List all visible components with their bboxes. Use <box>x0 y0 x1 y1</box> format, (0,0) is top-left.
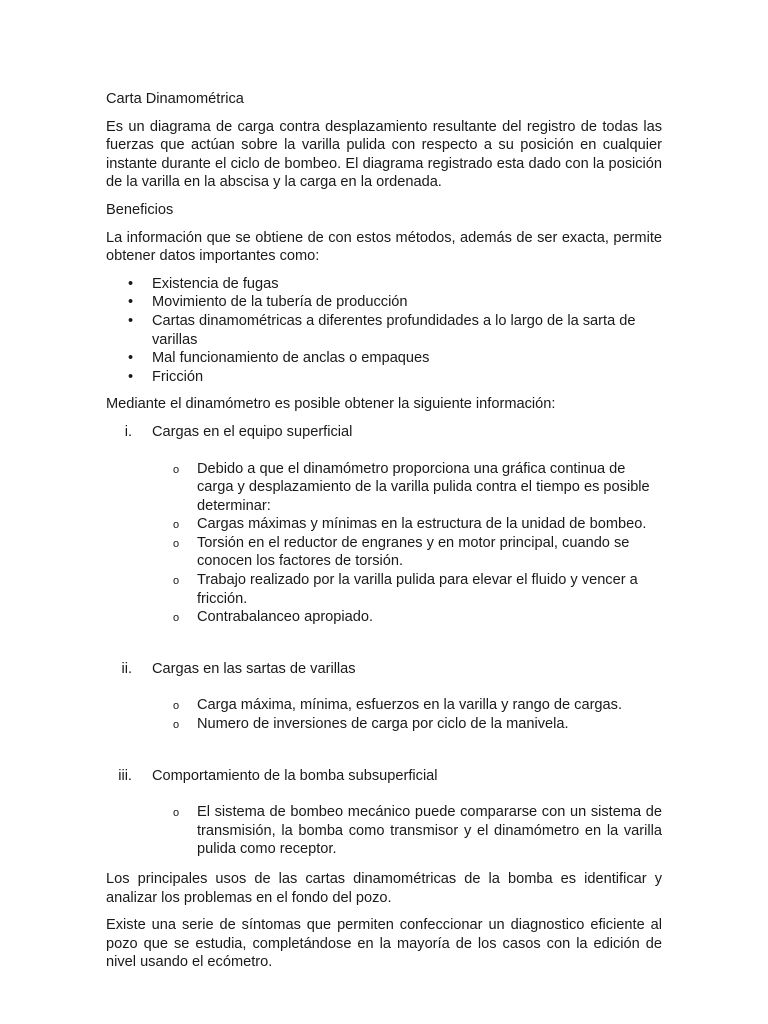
intro-paragraph: Es un diagrama de carga contra desplazamiento resultante del registro de todas las fuerzas que actúan sobre la varilla pulida con respecto a su posición en cualquier instante durante el ciclo de bombeo. El diagrama registrado esta dado con la posición de la varilla en la abscisa y la carga en la ordenada. <box>106 118 662 191</box>
circle-bullet-icon: o <box>173 807 180 820</box>
section-i-list <box>106 460 662 627</box>
section-number: iii. <box>118 767 132 784</box>
section-heading-ii <box>106 660 662 679</box>
list-item: o Debido a que el dinamómetro proporciona una gráfica continua de carga y desplazamiento de la varilla pulida contra el tiempo es posible determinar: <box>173 460 650 514</box>
bullet-icon: • <box>128 275 134 292</box>
list-item: • Existencia de fugas <box>128 275 279 292</box>
section-ii-list <box>106 696 662 733</box>
circle-bullet-icon: o <box>173 575 180 588</box>
list-item: • Movimiento de la tubería de producción <box>128 294 408 311</box>
benefits-intro-paragraph: La información que se obtiene de con estos métodos, además de ser exacta, permite obtener datos importantes como: <box>106 229 662 265</box>
circle-bullet-icon: o <box>173 612 180 625</box>
section-title: Cargas en las sartas de varillas <box>152 660 356 677</box>
list-item: • Cartas dinamométricas a diferentes profundidades a lo largo de la sarta de varillas <box>128 312 636 348</box>
closing-paragraph-1: Los principales usos de las cartas dinamométricas de la bomba es identificar y analizar los problemas en el fondo del pozo. <box>106 871 662 906</box>
circle-bullet-icon: o <box>173 519 180 532</box>
spacer <box>106 627 662 660</box>
spacer <box>106 859 662 870</box>
circle-bullet-icon: o <box>173 719 180 732</box>
section-iii-list <box>106 803 662 859</box>
list-item: o Torsión en el reductor de engranes y en motor principal, cuando se conocen los factores de torsión. <box>173 534 630 570</box>
list-item: o Trabajo realizado por la varilla pulida para elevar el fluido y vencer a fricción. <box>173 572 638 607</box>
document-page <box>106 90 662 981</box>
list-item: o Carga máxima, mínima, esfuerzos en la varilla y rango de cargas. <box>106 696 662 715</box>
benefits-heading: Beneficios <box>106 201 174 218</box>
circle-bullet-icon: o <box>173 537 180 550</box>
list-item: o El sistema de bombeo mecánico puede compararse con un sistema de transmisión, la bomba como transmisor y el dinamómetro en la varilla pulida como receptor. <box>173 804 662 858</box>
list-item: • Fricción <box>128 368 204 385</box>
section-heading-i <box>106 423 662 442</box>
section-heading-iii <box>106 767 662 786</box>
closing-paragraph-2: Existe una serie de síntomas que permiten confeccionar un diagnostico eficiente al pozo que se estudia, completándose en la mayoría de los casos con la edición de nivel usando el ecómetro. <box>106 917 662 971</box>
list-item: • Mal funcionamiento de anclas o empaques <box>128 350 430 367</box>
list-item: o Cargas máximas y mínimas en la estructura de la unidad de bombeo. <box>106 515 662 534</box>
bullet-icon: • <box>128 350 134 367</box>
spacer <box>106 734 662 767</box>
list-item: o Numero de inversiones de carga por ciclo de la manivela. <box>106 715 662 734</box>
section-number: ii. <box>121 660 132 677</box>
bullet-icon: • <box>128 294 134 311</box>
bullet-icon: • <box>128 312 134 329</box>
document-title: Carta Dinamométrica <box>106 91 244 107</box>
section-number: i. <box>124 423 132 440</box>
section-title: Comportamiento de la bomba subsuperficial <box>152 767 438 784</box>
list-item: o Contrabalanceo apropiado. <box>106 608 662 627</box>
benefits-list <box>106 275 662 387</box>
bullet-icon: • <box>128 368 134 385</box>
circle-bullet-icon: o <box>173 463 180 476</box>
section-title: Cargas en el equipo superficial <box>152 423 353 440</box>
dynamometer-intro-paragraph: Mediante el dinamómetro es posible obtener la siguiente información: <box>106 396 556 413</box>
circle-bullet-icon: o <box>173 700 180 713</box>
